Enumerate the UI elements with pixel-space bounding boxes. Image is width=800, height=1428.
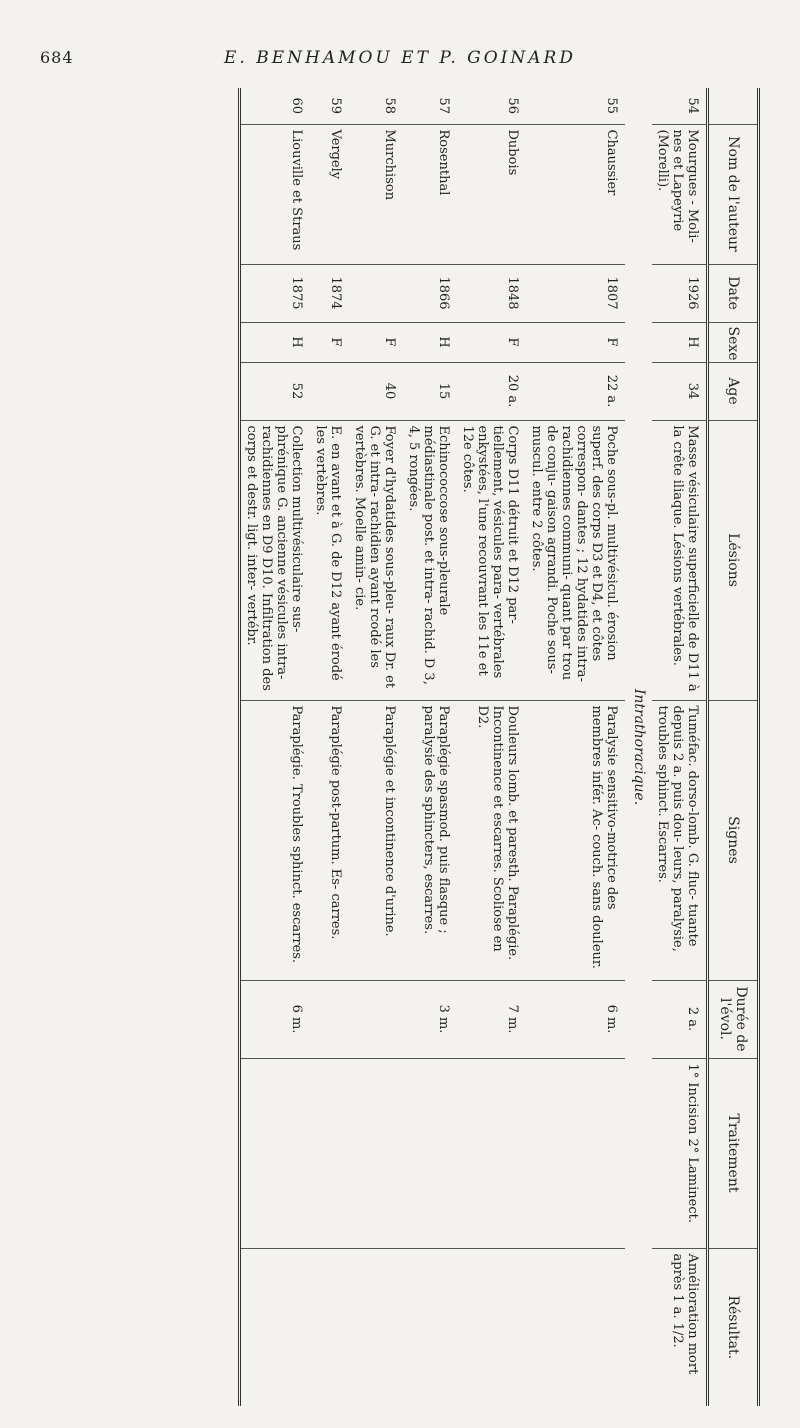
table-row [240,88,311,1406]
date-cell: 1926 [652,264,708,322]
lesions-cell: Foyer d'hydatides sous-pleu- raux Dr. et G. et intra- rachidien ayant rcodé les vertèbres. Moelle amin- cie. [349,420,403,700]
result-cell [310,1248,349,1406]
col-age-header: Age [708,362,759,420]
case-number: 57 [436,97,451,115]
table-row [349,88,403,1406]
author-cell: Dubois [457,124,526,264]
result-cell [403,1248,457,1406]
lesions-cell: Collection multivésiculaire sus-phrénique G. ancienne vésicules intra-rachidiennes en D9 D10. Infiltration des corps et destr. ligt. inter- vertébr. [240,420,311,700]
sex-cell: H [240,322,311,362]
col-author-header: Nom de l'auteur [708,124,759,264]
sex-cell: H [652,322,708,362]
case-number: 60 [289,97,304,115]
age-cell: 34 [652,362,708,420]
col-sex-header: Sexe [708,322,759,362]
page-frame [48,88,760,1406]
signs-cell: Paralysie sensitivo-motrice des membres infér. Ac- couch. sans douleur. [526,700,625,980]
table-row [526,88,625,1406]
author-cell: Chaussier [526,124,625,264]
age-cell: 22 a. [526,362,625,420]
table-body [240,88,708,1406]
running-head: E. BENHAMOU ET P. GOINARD [224,48,576,68]
author-cell: Murchison [349,124,403,264]
duration-cell: 6 m. [526,980,625,1058]
sex-cell: F [310,322,349,362]
case-number: 55 [604,97,619,115]
table-row [310,88,349,1406]
treatment-cell: 1° Incision 2° Laminect. [652,1058,708,1248]
col-result-header: Résultat. [708,1248,759,1406]
duration-cell: 2 a. [652,980,708,1058]
sex-cell: F [349,322,403,362]
col-lesions-header: Lésions [708,420,759,700]
sex-cell: F [457,322,526,362]
page-number: 684 [40,48,74,67]
rotated-table-container [48,88,760,1406]
age-cell: 20 a. [457,362,526,420]
treatment-cell [240,1058,311,1248]
table-row [457,88,526,1406]
case-number: 56 [505,97,520,115]
date-cell: 1807 [526,264,625,322]
signs-cell: Paraplégie post-partum. Es- carres. [310,700,349,980]
table-row [652,88,708,1406]
treatment-cell [310,1058,349,1248]
signs-cell: Paraplégie spasmod. puis flasque ; paralysie des sphincters, escarres. [403,700,457,980]
author-cell: Vergely [310,124,349,264]
case-number: 58 [382,97,397,115]
result-cell [457,1248,526,1406]
duration-cell: 6 m. [240,980,311,1058]
age-cell: 52 [240,362,311,420]
case-table [238,88,760,1406]
treatment-cell [526,1058,625,1248]
result-cell [526,1248,625,1406]
col-signs-header: Signes [708,700,759,980]
duration-cell [310,980,349,1058]
page-header [0,40,800,80]
section-row [625,88,652,1406]
sex-cell: H [403,322,457,362]
lesions-cell: Masse vésiculaire superficielle de D11 à la crête iliaque. Lésions vertébrales. [652,420,708,700]
date-cell: 1848 [457,264,526,322]
date-cell [349,264,403,322]
duration-cell: 3 m. [403,980,457,1058]
case-number: 54 [685,97,700,115]
lesions-cell: Corps D11 détruit et D12 par- tiellement, vésicules para- vertébrales enkystées, l'une recouvrant les 11e et 12e côtes. [457,420,526,700]
sex-cell: F [526,322,625,362]
duration-cell: 7 m. [457,980,526,1058]
section-title: Intrathoracique. [631,688,647,806]
date-cell: 1875 [240,264,311,322]
signs-cell: Douleurs lomb. et paresth. Paraplégie. Incontinence et escarres. Scoliose en D2. [457,700,526,980]
table-row [403,88,457,1406]
author-cell: Liouville et Straus [240,124,311,264]
col-treatment-header: Traitement [708,1058,759,1248]
date-cell: 1866 [403,264,457,322]
lesions-cell: Poche sous-pl. multivésicul. érosion superf. des corps D3 et D4, et côtes correspon- dantes ; 12 hydatides intra- rachidiennes communi- quant par trou de conju- gaison agrandi. Poche sous-muscul. entre 2 côtes. [526,420,625,700]
author-cell: Rosenthal [403,124,457,264]
age-cell: 15 [403,362,457,420]
lesions-cell: E. en avant et à G. de D12 ayant érodé les vertèbres. [310,420,349,700]
signs-cell: Paraplégie. Troubles sphinct. escarres. [240,700,311,980]
result-cell: Amélioration mort après 1 a. 1/2. [652,1248,708,1406]
date-cell: 1874 [310,264,349,322]
signs-cell: Tuméfac. dorso-lomb. G. fluc- tuante depuis 2 a. puis dou- leurs, paralysie, troubles sphinct. Escarres. [652,700,708,980]
col-number-header [708,88,759,124]
author-cell: Mourgues - Moli- nes et Lapeyrie (Morelli). [652,124,708,264]
age-cell [310,362,349,420]
col-date-header: Date [708,264,759,322]
lesions-cell: Echinococcose sous-pleurale médiastinale post. et intra- rachid. D 3, 4, 5 rongées. [403,420,457,700]
case-number: 59 [328,97,343,115]
duration-cell [349,980,403,1058]
treatment-cell [403,1058,457,1248]
treatment-cell [349,1058,403,1248]
treatment-cell [457,1058,526,1248]
col-duration-header: Durée de l'évol. [708,980,759,1058]
age-cell: 40 [349,362,403,420]
result-cell [240,1248,311,1406]
header-row [708,88,759,1406]
result-cell [349,1248,403,1406]
signs-cell: Paraplégie et incontinence d'urine. [349,700,403,980]
